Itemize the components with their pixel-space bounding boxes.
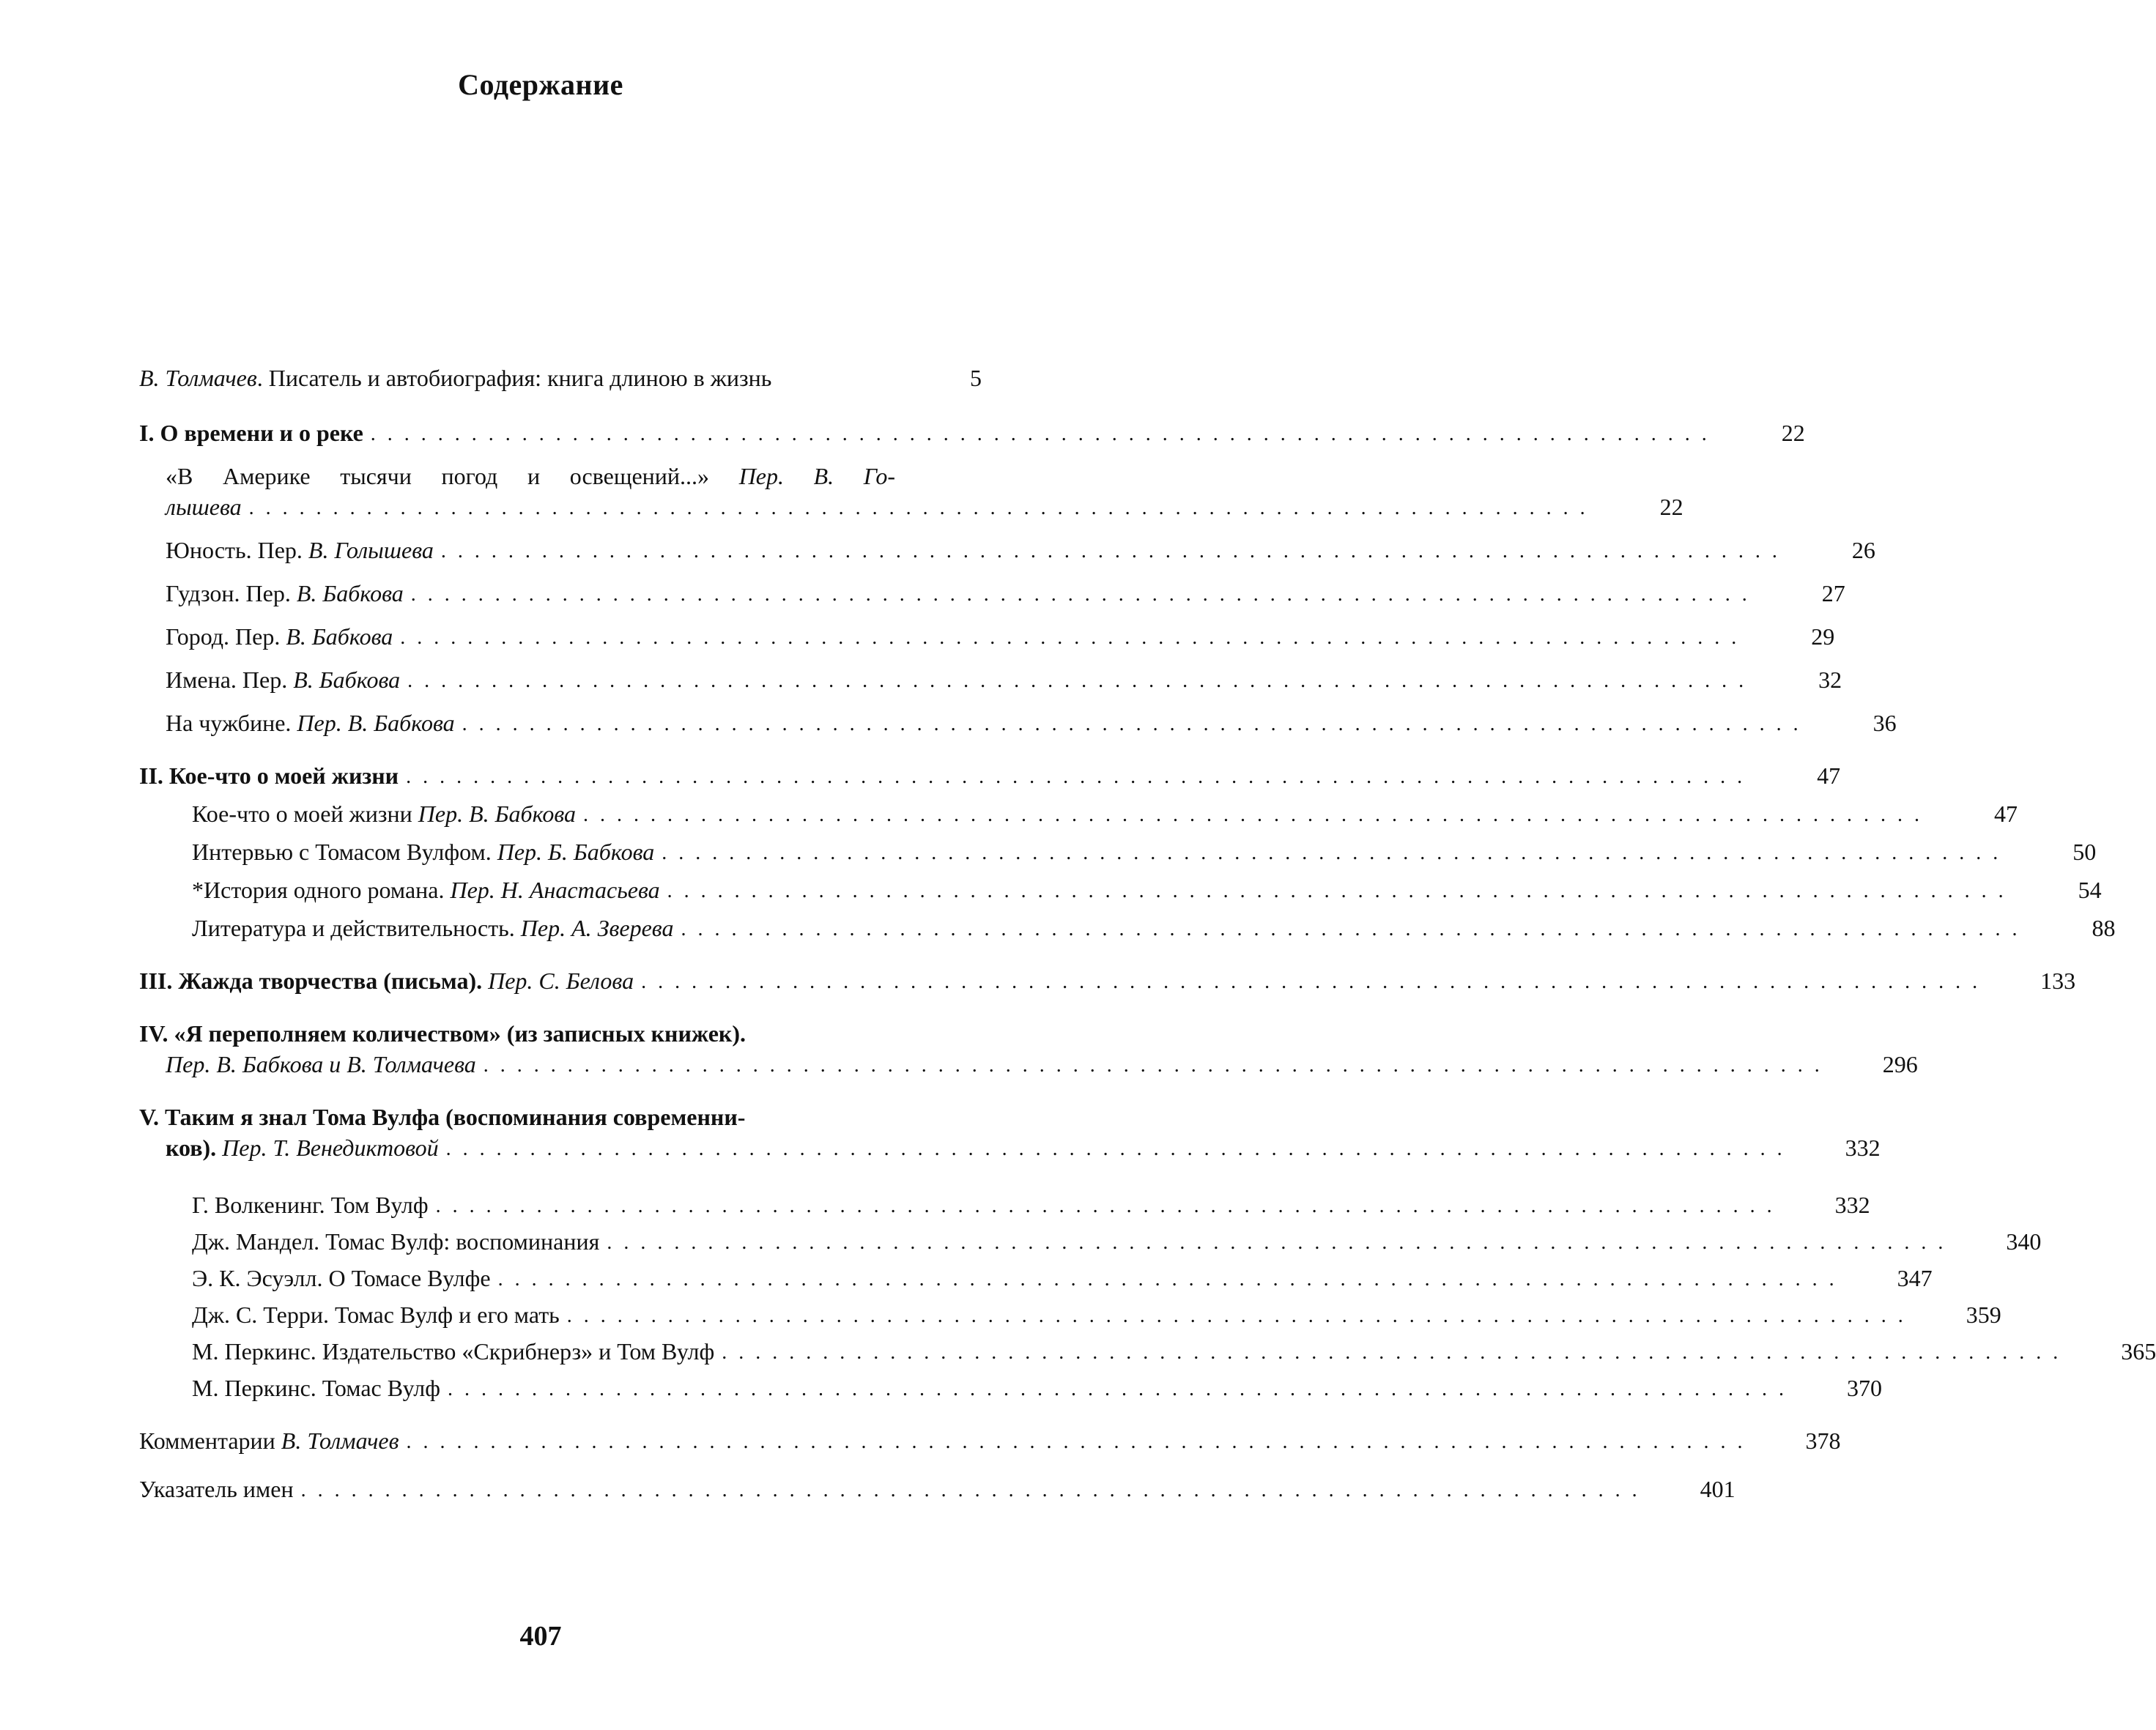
section-heading: V. Таким я знал Тома Вулфа (воспоминания современни- bbox=[139, 1104, 746, 1130]
leader-dots: ................................................................................ bbox=[566, 1304, 1915, 1327]
toc-entry-index bbox=[139, 1474, 1735, 1504]
toc-entry bbox=[139, 798, 2018, 829]
toc-entry bbox=[139, 1226, 2042, 1257]
entry-title: Указатель имен bbox=[139, 1476, 294, 1502]
toc-entry bbox=[139, 1336, 2156, 1367]
leader-dots: ................................................................................ bbox=[410, 583, 1759, 606]
page-ref: 88 bbox=[2092, 915, 2116, 941]
page-ref: 54 bbox=[2078, 877, 2102, 903]
entry-translator: В. Бабкова bbox=[293, 667, 401, 693]
entry-translator: Пер. В. Бабкова и В. Толмачева bbox=[166, 1051, 476, 1077]
table-of-contents bbox=[139, 363, 2156, 1504]
page-ref: 5 bbox=[970, 365, 982, 391]
leader-dots: ................................................................................ bbox=[435, 1195, 1784, 1217]
entry-title: М. Перкинс. Томас Вулф bbox=[192, 1375, 440, 1401]
entry-title: Кое-что о моей жизни bbox=[192, 801, 418, 827]
page-ref: 347 bbox=[1897, 1265, 1933, 1291]
intro-author: В. Толмачев bbox=[139, 365, 257, 391]
intro-title: . Писатель и автобиография: книга длиною в жизнь bbox=[256, 365, 772, 391]
toc-entry bbox=[139, 461, 1683, 522]
entry-translator: Пер. Н. Анастасьева bbox=[450, 877, 660, 903]
toc-entry bbox=[139, 913, 2116, 943]
leader-dots: ................................................................................ bbox=[400, 626, 1749, 649]
entry-translator: Пер. В. Бабкова bbox=[418, 801, 576, 827]
page-ref: 332 bbox=[1845, 1135, 1881, 1161]
section-heading: III. Жажда творчества (письма). bbox=[139, 968, 483, 994]
entry-translator: Пер. С. Белова bbox=[482, 968, 634, 994]
leader-dots: ................................................................................ bbox=[722, 1341, 2070, 1364]
toc-section-3 bbox=[139, 965, 2076, 996]
entry-title: Имена. Пер. bbox=[166, 667, 294, 693]
toc-entry bbox=[139, 1299, 2001, 1330]
page-ref: 332 bbox=[1834, 1192, 1870, 1218]
entry-translator: В. Бабкова bbox=[296, 580, 404, 606]
leader-dots: ................................................................................ bbox=[641, 970, 1990, 993]
toc-entry-commentary bbox=[139, 1425, 1841, 1456]
entry-title: Юность. Пер. bbox=[166, 537, 308, 563]
page-number: 407 bbox=[519, 1621, 562, 1652]
leader-dots: ................................................................................ bbox=[440, 540, 1789, 563]
entry-title: Г. Волкенинг. Том Вулф bbox=[192, 1192, 429, 1218]
leader-dots: ................................................................................ bbox=[583, 803, 1931, 826]
page-ref: 359 bbox=[1966, 1302, 2001, 1328]
page-ref: 26 bbox=[1851, 537, 1875, 563]
entry-translator: Пер. А. Зверева bbox=[520, 915, 674, 941]
page-ref: 378 bbox=[1805, 1428, 1841, 1454]
entry-title: На чужбине. bbox=[166, 710, 297, 736]
leader-dots: ................................................................................ bbox=[406, 1430, 1755, 1453]
toc-entry bbox=[139, 836, 2097, 867]
page-ref: 340 bbox=[2006, 1228, 2042, 1255]
toc-entry bbox=[139, 1373, 1882, 1403]
leader-dots: ................................................................................ bbox=[407, 669, 1756, 692]
toc-entry bbox=[139, 621, 1835, 652]
leader-dots: ................................................................................ bbox=[370, 423, 1719, 445]
page-ref: 32 bbox=[1818, 667, 1842, 693]
entry-translator: Пер. В. Бабкова bbox=[297, 710, 455, 736]
entry-title: *История одного романа. bbox=[192, 877, 451, 903]
leader-dots: ................................................................................ bbox=[497, 1268, 1846, 1291]
entry-title: Город. Пер. bbox=[166, 623, 286, 650]
leader-dots: ................................................................................ bbox=[667, 880, 2015, 902]
entry-title: М. Перкинс. Издательство «Скрибнерз» и Том Вулф bbox=[192, 1338, 715, 1365]
entry-translator: Пер. Б. Бабкова bbox=[497, 839, 655, 865]
entry-title: Дж. Мандел. Томас Вулф: воспоминания bbox=[192, 1228, 600, 1255]
page-title: Содержание bbox=[458, 68, 623, 101]
toc-section-2 bbox=[139, 760, 1841, 791]
toc-entry bbox=[139, 664, 1842, 695]
entry-title: Э. К. Эсуэлл. О Томасе Вулфе bbox=[192, 1265, 491, 1291]
toc-section-1 bbox=[139, 417, 1805, 448]
toc-entry bbox=[139, 1189, 1870, 1220]
section-heading: IV. «Я переполняем количеством» (из записных книжек). bbox=[139, 1020, 746, 1047]
entry-title: Комментарии bbox=[139, 1428, 281, 1454]
leader-dots: ................................................................................ bbox=[447, 1378, 1796, 1400]
leader-dots: ................................................................................ bbox=[681, 918, 2029, 940]
leader-dots: ................................................................................ bbox=[248, 497, 1597, 519]
page-ref: 36 bbox=[1872, 710, 1897, 736]
entry-author: В. Толмачев bbox=[281, 1428, 399, 1454]
entry-translator-cont: лышева bbox=[166, 494, 242, 520]
page-ref: 27 bbox=[1821, 580, 1845, 606]
page-ref: 401 bbox=[1700, 1476, 1735, 1502]
page-ref: 365 bbox=[2121, 1338, 2156, 1365]
section-heading: II. Кое-что о моей жизни bbox=[139, 762, 399, 789]
entry-translator: Пер. В. Го- bbox=[738, 463, 896, 489]
page-ref: 22 bbox=[1659, 494, 1683, 520]
leader-dots: ................................................................................ bbox=[300, 1479, 1649, 1501]
page-ref: 50 bbox=[2072, 839, 2097, 865]
toc-entry bbox=[139, 535, 1875, 565]
toc-section-4 bbox=[139, 1018, 1918, 1080]
leader-dots: ................................................................................ bbox=[483, 1054, 1831, 1077]
leader-dots: ................................................................................ bbox=[607, 1231, 1955, 1254]
leader-dots: ................................................................................ bbox=[462, 713, 1810, 735]
page-ref: 370 bbox=[1846, 1375, 1882, 1401]
toc-entry bbox=[139, 1263, 1933, 1293]
entry-title: «В Америке тысячи погод и освещений...» bbox=[166, 463, 710, 489]
entry-translator: В. Бабкова bbox=[286, 623, 393, 650]
entry-title: Дж. С. Терри. Томас Вулф и его мать bbox=[192, 1302, 560, 1328]
page-ref: 133 bbox=[2040, 968, 2076, 994]
section-heading: I. О времени и о реке bbox=[139, 420, 363, 446]
toc-entry bbox=[139, 578, 1845, 609]
toc-entry bbox=[139, 875, 2102, 905]
leader-dots: ................................................................................ bbox=[445, 1137, 1794, 1160]
page-ref: 29 bbox=[1811, 623, 1835, 650]
entry-title: Интервью с Томасом Вулфом. bbox=[192, 839, 497, 865]
entry-translator: В. Голышева bbox=[308, 537, 434, 563]
section-heading-cont: ков). bbox=[166, 1135, 217, 1161]
toc-entry-intro bbox=[139, 363, 982, 393]
entry-translator: Пер. Т. Венедиктовой bbox=[216, 1135, 439, 1161]
page-ref: 296 bbox=[1882, 1051, 1918, 1077]
page-ref: 22 bbox=[1781, 420, 1805, 446]
toc-entry bbox=[139, 708, 1897, 738]
entry-title: Гудзон. Пер. bbox=[166, 580, 297, 606]
leader-dots: ................................................................................ bbox=[406, 765, 1755, 788]
page-ref: 47 bbox=[1817, 762, 1841, 789]
leader-dots: ................................................................................ bbox=[662, 842, 2010, 864]
page-ref: 47 bbox=[1994, 801, 2018, 827]
entry-title: Литература и действительность. bbox=[192, 915, 521, 941]
toc-section-5 bbox=[139, 1102, 1881, 1163]
